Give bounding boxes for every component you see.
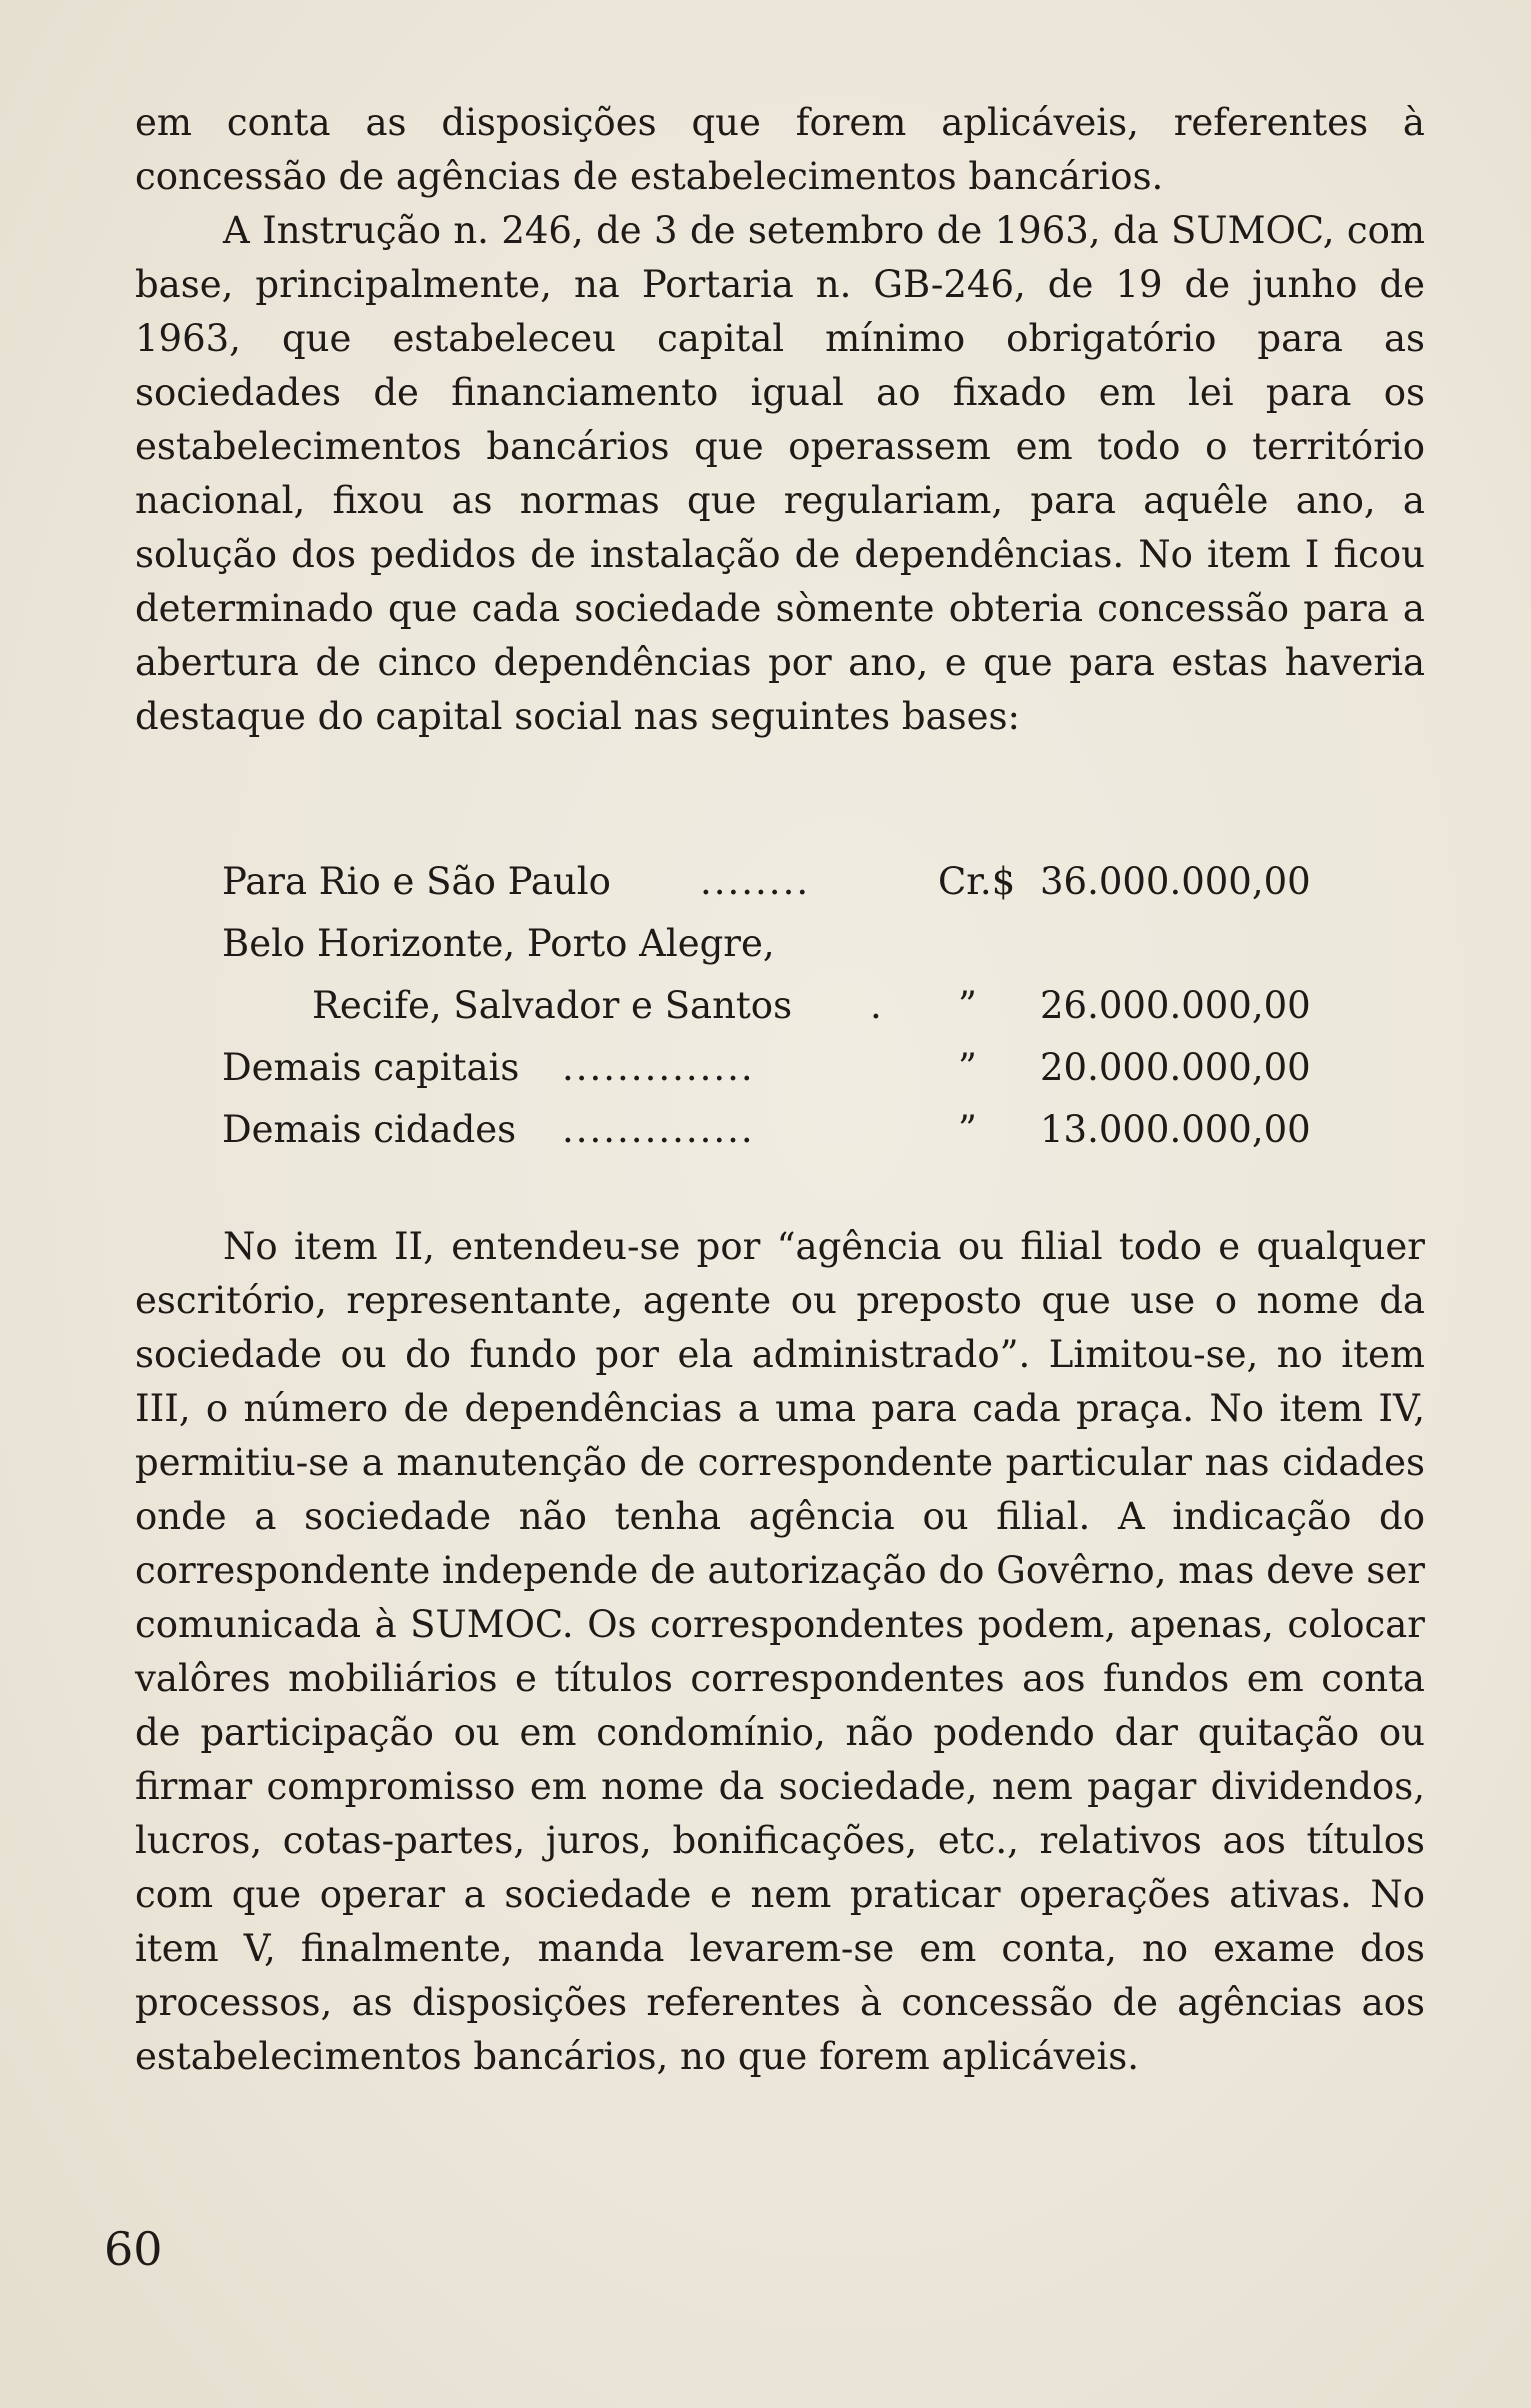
row-label: Para Rio e São Paulo xyxy=(222,860,611,903)
paragraph-instrucao-246 xyxy=(135,204,1425,744)
page-number: 60 xyxy=(104,2222,163,2276)
paragraph-text: No item II, entendeu-se por “agência ou filial todo e qualquer escritório, representante, agente ou preposto que use o nome da sociedade ou do fundo por ela administrado”. Limitou-se, no item III, o número de dependências a uma para cada praça. No item IV, permitiu-se a manutenção de correspondente particular nas cidades onde a sociedade não tenha agência ou filial. A indicação do correspondente independe de autorização do Govêrno, mas deve ser comunicada à SUMOC. Os correspondentes podem, apenas, colocar valôres mobiliários e títulos correspondentes aos fundos em conta de participação ou em condomínio, não podendo dar quitação ou firmar compromisso em nome da sociedade, nem pagar dividendos, lucros, cotas-partes, juros, bonificações, etc., relativos aos títulos com que operar a sociedade e nem praticar operações ativas. No item V, finalmente, manda levarem-se em conta, no exame dos processos, as disposições referentes à concessão de agências aos estabelecimentos bancários, no que forem aplicáveis. xyxy=(135,1225,1425,2078)
table-row xyxy=(222,922,1342,984)
leader-dots: .............. xyxy=(562,1046,755,1089)
amount-value: 20.000.000,00 xyxy=(1040,1046,1311,1089)
leader-dots: .............. xyxy=(562,1108,755,1151)
leader-dots: . xyxy=(870,984,884,1027)
table-row xyxy=(222,1046,1342,1108)
currency-mark: Cr.$ xyxy=(938,860,1016,903)
table-row xyxy=(222,1108,1342,1170)
capital-table xyxy=(222,860,1342,1170)
leader-dots: ........ xyxy=(700,860,811,903)
paragraph-items xyxy=(135,1220,1425,2084)
amount-value: 26.000.000,00 xyxy=(1040,984,1311,1027)
row-label: Recife, Salvador e Santos xyxy=(312,984,793,1027)
ditto-mark: ” xyxy=(958,1108,977,1151)
paragraph-continuation xyxy=(135,96,1425,204)
row-label: Demais capitais xyxy=(222,1046,520,1089)
table-row xyxy=(222,984,1342,1046)
row-label: Belo Horizonte, Porto Alegre, xyxy=(222,922,775,965)
paragraph-text: A Instrução n. 246, de 3 de setembro de 1963, da SUMOC, com base, principalmente, na Portaria n. GB-246, de 19 de junho de 1963, que estabeleceu capital mínimo obrigatório para as sociedades de financiamento igual ao fixado em lei para os estabelecimentos bancários que operassem em todo o território nacional, fixou as normas que regulariam, para aquêle ano, a solução dos pedidos de instalação de dependências. No item I ficou determinado que cada sociedade sòmente obteria concessão para a abertura de cinco dependências por ano, e que para estas haveria destaque do capital social nas seguintes bases: xyxy=(135,209,1425,738)
ditto-mark: ” xyxy=(958,984,977,1027)
amount-value: 36.000.000,00 xyxy=(1040,860,1311,903)
paragraph-text: em conta as disposições que forem aplicáveis, referentes à concessão de agências de estabelecimentos bancários. xyxy=(135,101,1425,198)
table-row xyxy=(222,860,1342,922)
ditto-mark: ” xyxy=(958,1046,977,1089)
row-label: Demais cidades xyxy=(222,1108,517,1151)
amount-value: 13.000.000,00 xyxy=(1040,1108,1311,1151)
